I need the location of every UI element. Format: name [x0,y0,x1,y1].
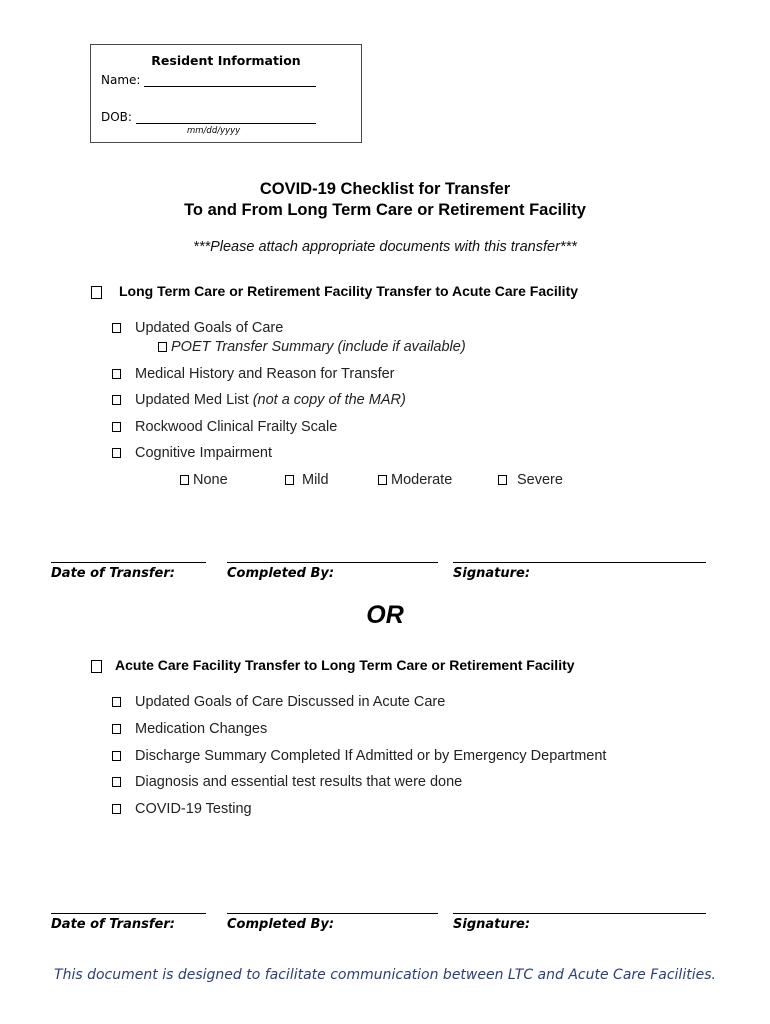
completed-by-line[interactable] [227,913,438,914]
section1-heading: Long Term Care or Retirement Facility Transfer to Acute Care Facility [119,283,579,299]
item-label: Updated Goals of Care [135,320,284,336]
item-label: Medical History and Reason for Transfer [135,366,395,382]
item-label: Rockwood Clinical Frailty Scale [135,419,338,435]
section1-checkbox[interactable] [91,286,102,299]
option-checkbox[interactable] [378,475,387,485]
list-item [158,339,466,355]
page-title-line2: To and From Long Term Care or Retirement Facility [184,201,586,219]
item-checkbox[interactable] [112,777,121,787]
completed-by-label: Completed By: [227,917,335,932]
list-item [112,774,462,790]
option-label: Mild [302,472,329,488]
item-checkbox[interactable] [158,342,167,352]
dob-format-hint: mm/dd/yyyy [187,126,241,136]
signature-label: Signature: [453,917,531,932]
item-checkbox[interactable] [112,724,121,734]
item-checkbox[interactable] [112,323,121,333]
item-label: Cognitive Impairment [135,445,272,461]
page-title-line1: COVID-19 Checklist for Transfer [259,180,511,198]
item-checkbox[interactable] [112,804,121,814]
completed-by-label: Completed By: [227,566,335,581]
option-label: Moderate [391,472,453,488]
dob-label: DOB: [101,110,132,124]
date-of-transfer-label: Date of Transfer: [51,917,175,932]
name-field[interactable] [144,74,316,87]
section2-heading-row [91,657,575,673]
item-label: Updated Med List [135,392,249,408]
cognitive-option-mild [285,472,329,488]
cognitive-option-moderate [378,472,452,488]
item-label: Diagnosis and essential test results that were done [135,774,463,790]
date-of-transfer-line[interactable] [51,562,206,563]
list-item [112,721,267,737]
resident-info-title: Resident Information [151,53,301,68]
list-item [112,694,445,710]
list-item [112,320,283,336]
signature-label: Signature: [453,566,531,581]
option-checkbox[interactable] [180,475,189,485]
item-label-note: (not a copy of the MAR) [252,392,406,408]
item-label: Updated Goals of Care Discussed in Acute Care [135,694,446,710]
name-row [101,73,316,87]
dob-row [101,110,316,124]
list-item [112,801,252,817]
list-item [112,392,406,408]
name-label: Name: [101,73,141,87]
item-checkbox[interactable] [112,697,121,707]
item-label: COVID-19 Testing [135,801,252,817]
item-label: Discharge Summary Completed If Admitted or by Emergency Department [135,748,607,764]
resident-info-box [90,44,362,143]
list-item [112,445,272,461]
section1-heading-row [91,283,578,299]
list-item [112,748,606,764]
cognitive-option-severe [498,472,563,488]
signature-line[interactable] [453,562,706,563]
option-label: None [193,472,228,488]
date-of-transfer-label: Date of Transfer: [51,566,175,581]
list-item [112,366,395,382]
section2-heading: Acute Care Facility Transfer to Long Term Care or Retirement Facility [115,657,575,673]
list-item [112,419,337,435]
item-checkbox[interactable] [112,751,121,761]
item-checkbox[interactable] [112,422,121,432]
section2-checkbox[interactable] [91,660,102,673]
dob-field[interactable] [136,111,316,124]
signature-line[interactable] [453,913,706,914]
date-of-transfer-line[interactable] [51,913,206,914]
or-divider: OR [366,601,404,629]
attachment-note: ***Please attach appropriate documents with this transfer*** [193,239,577,255]
option-label: Severe [517,472,563,488]
completed-by-line[interactable] [227,562,438,563]
item-checkbox[interactable] [112,448,121,458]
cognitive-option-none [180,472,228,488]
footer-note: This document is designed to facilitate communication between LTC and Acute Care Facilities. [54,967,716,983]
item-checkbox[interactable] [112,395,121,405]
option-checkbox[interactable] [285,475,294,485]
option-checkbox[interactable] [498,475,507,485]
item-checkbox[interactable] [112,369,121,379]
item-label: POET Transfer Summary (include if available) [171,339,466,355]
item-label: Medication Changes [135,721,268,737]
